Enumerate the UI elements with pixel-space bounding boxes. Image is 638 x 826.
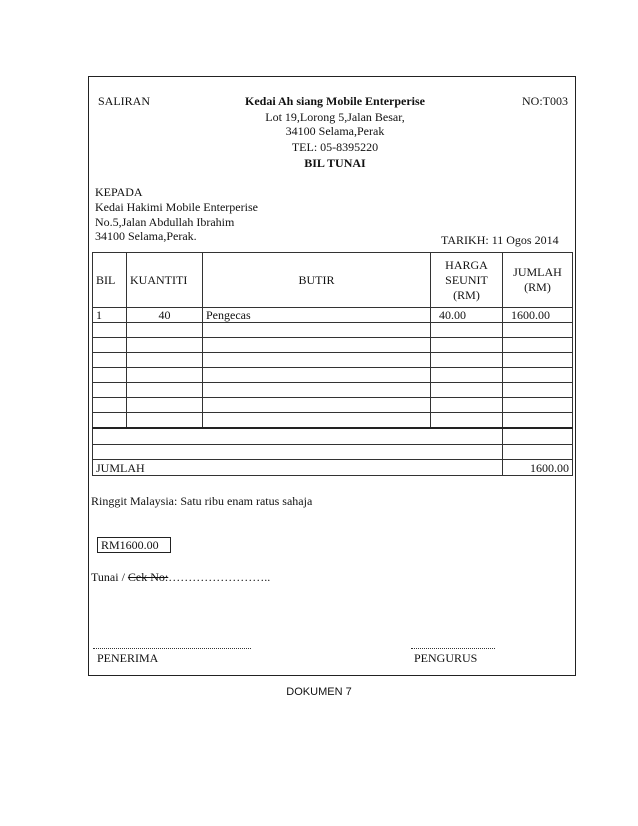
row-bil: 1 (93, 308, 127, 323)
total-label: JUMLAH (93, 460, 503, 476)
manager-label: PENGURUS (414, 651, 478, 665)
header-bil: BIL (93, 253, 127, 308)
table-row (93, 338, 573, 353)
recipient-name: Kedai Hakimi Mobile Enterperise (95, 200, 258, 214)
row-unit-price: 40.00 (431, 308, 503, 323)
header-item: BUTIR (203, 253, 431, 308)
total-value: 1600.00 (503, 460, 573, 476)
table-row (93, 368, 573, 383)
table-row (93, 428, 573, 445)
table-row (93, 353, 573, 368)
row-item: Pengecas (203, 308, 431, 323)
shop-address-line1: Lot 19,Lorong 5,Jalan Besar, (265, 110, 405, 124)
header-unit-price-line1: HARGA (445, 257, 488, 272)
header-total (503, 253, 573, 308)
header-quantity: KUANTITI (127, 253, 203, 308)
table-row (93, 323, 573, 338)
table-row (93, 445, 573, 460)
table-header-row (93, 253, 573, 308)
payment-cheque-blank: …………………….. (168, 570, 271, 584)
document-number: NO:T003 (522, 94, 568, 108)
header-total-line2: (RM) (524, 280, 551, 294)
shop-telephone: TEL: 05-8395220 (291, 140, 379, 154)
recipient-label: KEPADA (95, 185, 143, 199)
row-quantity: 40 (127, 308, 203, 323)
manager-signature-line (411, 648, 495, 649)
invoice-date: TARIKH: 11 Ogos 2014 (441, 233, 559, 247)
row-total: 1600.00 (503, 308, 573, 323)
receiver-signature-line (93, 648, 251, 649)
footer-document-label: DOKUMEN 7 (286, 686, 352, 698)
recipient-address-line1: No.5,Jalan Abdullah Ibrahim (95, 215, 235, 229)
shop-address-line2: 34100 Selama,Perak (285, 124, 385, 138)
header-unit-price-line3: (RM) (453, 287, 480, 302)
receiver-label: PENERIMA (97, 651, 159, 665)
payment-cash: Tunai / (91, 570, 125, 584)
table-row (93, 398, 573, 413)
total-row (93, 460, 573, 476)
table-row (93, 383, 573, 398)
header-unit-price-line2: SEUNIT (445, 272, 488, 287)
header-unit-price (431, 253, 503, 308)
payment-method (91, 570, 270, 585)
amount-box: RM1600.00 (97, 537, 171, 553)
recipient-address-line2: 34100 Selama,Perak. (95, 229, 197, 243)
table-row (93, 413, 573, 429)
items-table (92, 252, 573, 476)
amount-in-words: Ringgit Malaysia: Satu ribu enam ratus sahaja (91, 494, 313, 508)
payment-cheque: Cek No: (127, 570, 169, 584)
copy-label: SALIRAN (98, 94, 151, 108)
document-type: BIL TUNAI (304, 156, 366, 170)
header-total-line1: JUMLAH (513, 265, 562, 279)
shop-name: Kedai Ah siang Mobile Enterperise (245, 94, 425, 108)
table-row (93, 308, 573, 323)
